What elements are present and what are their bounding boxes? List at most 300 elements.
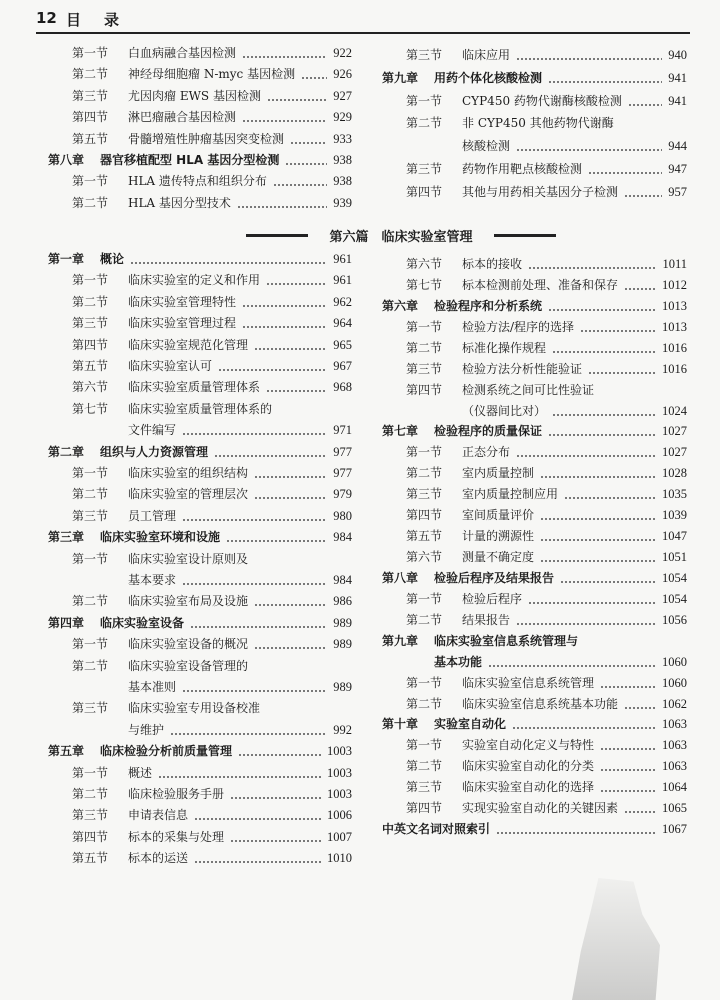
toc-entry-title: 标本的运送	[128, 851, 189, 866]
toc-chapter-entry[interactable]	[382, 297, 687, 315]
toc-entry-title: 淋巴瘤融合基因检测	[128, 110, 237, 125]
toc-section-entry[interactable]	[382, 695, 687, 713]
toc-entry-page: 1063	[662, 738, 687, 753]
toc-entry-title: 室间质量评价	[462, 508, 535, 523]
toc-chapter-entry[interactable]	[48, 250, 352, 268]
dot-leader	[516, 137, 662, 155]
toc-section-entry[interactable]	[382, 402, 687, 420]
toc-entry-label: 第五节	[406, 529, 443, 544]
toc-entry-title: 临床检验服务手册	[128, 787, 225, 801]
toc-chapter-entry[interactable]	[48, 614, 352, 632]
dot-leader	[226, 528, 327, 546]
toc-entry-page: 1047	[662, 529, 687, 544]
toc-section-entry[interactable]	[382, 381, 687, 399]
toc-entry-label: 第一节	[72, 273, 109, 288]
toc-section-entry[interactable]	[382, 757, 687, 775]
toc-entry-page: 965	[333, 337, 352, 352]
toc-section-entry[interactable]	[382, 318, 687, 336]
toc-entry-title: 临床实验室认可	[128, 359, 213, 373]
toc-chapter-entry[interactable]	[382, 820, 687, 838]
toc-section-entry[interactable]	[382, 611, 687, 629]
toc-section-entry[interactable]	[48, 378, 352, 396]
toc-chapter-entry[interactable]	[48, 443, 352, 461]
toc-entry-page: 1013	[662, 319, 687, 334]
toc-entry-label: 第一节	[72, 551, 109, 566]
toc-section-entry[interactable]	[48, 271, 352, 289]
toc-entry-page: 1067	[662, 822, 687, 837]
toc-entry-title: CYP450 药物代谢酶核酸检测	[462, 93, 622, 108]
toc-entry-page: 979	[333, 487, 352, 502]
toc-section-entry[interactable]	[48, 87, 352, 105]
toc-entry-label: 第二节	[72, 294, 109, 309]
toc-entry-page: 984	[333, 573, 352, 587]
toc-entry-label: 第十章	[382, 717, 419, 732]
toc-entry-title: 检验程序的质量保证	[434, 424, 543, 439]
toc-entry-title: 标准化操作规程	[462, 340, 547, 355]
toc-entry-label: 第二节	[406, 759, 443, 774]
toc-entry-title: 检验后程序及结果报告	[434, 570, 555, 585]
dot-leader	[548, 297, 656, 315]
dot-leader	[194, 849, 321, 867]
toc-section-entry[interactable]	[382, 276, 687, 294]
toc-entry-title: 临床实验室信息系统管理	[462, 675, 595, 690]
dot-leader	[624, 183, 662, 201]
dot-leader	[254, 635, 327, 653]
toc-entry-title: 检验方法/程序的选择	[462, 319, 575, 334]
dot-leader	[254, 336, 327, 354]
toc-entry-page: 1060	[662, 654, 687, 669]
dot-leader	[600, 674, 656, 692]
toc-section-entry[interactable]	[48, 678, 352, 696]
dot-leader	[516, 611, 656, 629]
dot-leader	[266, 378, 327, 396]
toc-entry-page: 1062	[662, 696, 687, 711]
toc-entry-label: 第四节	[72, 829, 109, 844]
toc-chapter-entry[interactable]	[48, 528, 352, 546]
toc-section-entry[interactable]	[382, 464, 687, 482]
toc-entry-title: 临床实验室管理特性	[128, 294, 237, 309]
toc-entry-title: 器官移植配型 HLA 基因分型检测	[100, 153, 280, 167]
toc-entry-page: 941	[668, 93, 687, 108]
toc-entry-page: 1027	[662, 424, 687, 439]
toc-entry-title: HLA 基因分型技术	[128, 195, 231, 210]
toc-entry-page: 926	[333, 67, 352, 82]
dot-leader	[552, 402, 656, 420]
dot-leader	[242, 314, 327, 332]
toc-entry-label: 第七节	[406, 277, 443, 292]
toc-entry-title: 临床应用	[462, 48, 511, 62]
toc-entry-title: 正态分布	[462, 445, 511, 460]
toc-entry-label: 第四节	[72, 337, 109, 352]
toc-entry-label: 第三节	[406, 162, 443, 176]
toc-entry-label: 第二节	[406, 466, 443, 481]
toc-entry-page: 947	[668, 162, 687, 176]
toc-entry-title: 结果报告	[462, 612, 511, 627]
toc-entry-label: 第七章	[382, 424, 419, 439]
toc-section-entry[interactable]	[382, 360, 687, 378]
toc-entry-page: 1007	[327, 829, 352, 844]
toc-section-entry[interactable]	[48, 592, 352, 610]
toc-section-entry[interactable]	[48, 849, 352, 867]
toc-entry-label: 第三节	[406, 487, 443, 502]
toc-section-entry[interactable]	[382, 160, 687, 178]
toc-section-entry[interactable]	[382, 443, 687, 461]
toc-entry-label: 第三节	[406, 361, 443, 376]
toc-section-entry[interactable]	[48, 806, 352, 824]
toc-section-entry[interactable]	[382, 506, 687, 524]
toc-chapter-entry[interactable]	[382, 715, 687, 733]
toc-section-entry[interactable]	[48, 550, 352, 568]
toc-entry-page: 968	[333, 380, 352, 395]
toc-entry-page: 939	[333, 195, 352, 210]
toc-entry-label: 第八章	[382, 570, 419, 585]
toc-entry-page: 944	[668, 139, 687, 154]
toc-entry-page: 940	[668, 48, 687, 62]
toc-section-entry[interactable]	[48, 44, 352, 62]
toc-entry-title: 尤因肉瘤 EWS 基因检测	[128, 88, 261, 103]
dot-leader	[230, 785, 321, 803]
toc-entry-page: 1003	[327, 744, 352, 759]
toc-section-entry[interactable]	[48, 172, 352, 190]
toc-entry-page: 1013	[662, 298, 687, 313]
toc-entry-label: 第二节	[72, 787, 109, 801]
toc-entry-label: 第一节	[406, 591, 443, 606]
dot-leader	[130, 250, 327, 268]
toc-entry-page: 1010	[327, 851, 352, 866]
toc-entry-page: 1011	[662, 257, 687, 271]
toc-section-entry[interactable]	[48, 421, 352, 439]
toc-entry-title: 临床实验室设备	[100, 615, 185, 630]
toc-section-entry[interactable]	[48, 571, 352, 589]
toc-entry-label: 第三节	[72, 701, 109, 716]
toc-section-entry[interactable]	[48, 764, 352, 782]
toc-entry-page: 1016	[662, 340, 687, 355]
dot-leader	[548, 69, 662, 87]
toc-section-entry[interactable]	[48, 336, 352, 354]
toc-entry-label: 第三章	[48, 530, 85, 545]
toc-entry-label: 第五节	[72, 359, 109, 373]
toc-entry-title: 标本检测前处理、准备和保存	[462, 277, 619, 292]
dot-leader	[488, 653, 656, 671]
toc-entry-title: 实验室自动化	[434, 717, 507, 732]
toc-entry-title: 其他与用药相关基因分子检测	[462, 184, 619, 199]
toc-entry-label: 第四节	[406, 508, 443, 523]
toc-entry-label: 第六节	[406, 257, 443, 271]
toc-entry-title: 用药个体化核酸检测	[434, 70, 543, 85]
dot-leader	[182, 421, 327, 439]
dot-leader	[242, 293, 327, 311]
toc-entry-label: 第一节	[406, 738, 443, 753]
dot-leader	[540, 506, 656, 524]
toc-entry-title: 基本准则	[128, 680, 177, 694]
dot-leader	[285, 151, 327, 169]
dot-leader	[170, 721, 327, 739]
toc-entry-page: 989	[333, 637, 352, 652]
toc-entry-page: 933	[333, 131, 352, 146]
dot-leader	[190, 614, 327, 632]
toc-entry-page: 992	[333, 722, 352, 737]
toc-entry-label: 第一节	[406, 93, 443, 108]
toc-entry-page: 938	[333, 153, 352, 167]
toc-entry-label: 第三节	[72, 508, 109, 523]
dot-leader	[301, 65, 327, 83]
part-heading-text: 第六篇 临床实验室管理	[329, 230, 473, 245]
toc-entry-title: 临床实验室质量管理体系的	[128, 401, 273, 416]
toc-chapter-entry[interactable]	[48, 151, 352, 169]
toc-entry-title: 神经母细胞瘤 N-myc 基因检测	[128, 67, 296, 82]
dot-leader	[158, 764, 321, 782]
dot-leader	[218, 357, 327, 375]
toc-entry-title: 临床实验室专用设备校准	[128, 701, 261, 716]
toc-chapter-entry[interactable]	[382, 653, 687, 671]
dot-leader	[512, 715, 656, 733]
toc-entry-label: 第三节	[72, 808, 109, 823]
toc-entry-title: 检验后程序	[462, 591, 523, 606]
toc-section-entry[interactable]	[382, 137, 687, 155]
dot-leader	[230, 828, 321, 846]
header-title-char-2: 录	[104, 11, 120, 29]
toc-entry-title: 临床实验室信息系统管理与	[434, 633, 579, 648]
toc-entry-label: 第二节	[72, 658, 109, 673]
toc-entry-label: 第五节	[72, 851, 109, 866]
toc-entry-page: 989	[333, 615, 352, 630]
toc-section-entry[interactable]	[48, 657, 352, 675]
toc-entry-page: 1060	[662, 675, 687, 690]
toc-section-entry[interactable]	[382, 778, 687, 796]
dot-leader	[600, 757, 656, 775]
page-header	[36, 6, 690, 34]
toc-entry-title: 检测系统之间可比性验证	[462, 382, 595, 397]
toc-section-entry[interactable]	[48, 65, 352, 83]
toc-entry-title: 标本的采集与处理	[128, 829, 225, 844]
scan-artifact	[572, 878, 660, 1000]
toc-section-entry[interactable]	[48, 400, 352, 418]
toc-section-entry[interactable]	[48, 464, 352, 482]
toc-entry-label: 第六章	[382, 298, 419, 313]
toc-section-entry[interactable]	[382, 674, 687, 692]
toc-entry-title: 临床实验室设计原则及	[128, 551, 249, 566]
toc-entry-title: 实现实验室自动化的关键因素	[462, 801, 619, 816]
toc-entry-label: 第二节	[406, 116, 443, 131]
toc-entry-page: 961	[333, 252, 352, 266]
toc-entry-label: 第三节	[72, 88, 109, 103]
toc-entry-title: 临床检验分析前质量管理	[100, 744, 233, 759]
toc-entry-page: 1006	[327, 808, 352, 823]
dot-leader	[624, 799, 656, 817]
dot-leader	[242, 108, 327, 126]
toc-entry-label: 第八章	[48, 153, 85, 167]
toc-entry-title: 检验方法分析性能验证	[462, 361, 583, 376]
toc-entry-title: 概论	[100, 252, 125, 266]
toc-entry-page: 1024	[662, 403, 687, 418]
toc-section-entry[interactable]	[48, 721, 352, 739]
toc-section-entry[interactable]	[48, 314, 352, 332]
toc-entry-page: 977	[333, 466, 352, 480]
toc-section-entry[interactable]	[382, 527, 687, 545]
toc-entry-title: 临床实验室信息系统基本功能	[462, 696, 619, 711]
dot-leader	[628, 92, 662, 110]
toc-entry-title: 非 CYP450 其他药物代谢酶	[462, 116, 614, 131]
toc-entry-title: 临床实验室布局及设施	[128, 594, 249, 609]
toc-entry-page: 957	[668, 184, 687, 199]
toc-section-entry[interactable]	[382, 255, 687, 273]
toc-section-entry[interactable]	[382, 736, 687, 754]
dot-leader	[588, 160, 662, 178]
toc-entry-page: 964	[333, 316, 352, 331]
toc-entry-label: 第六节	[72, 380, 109, 395]
toc-entry-page: 1035	[662, 487, 687, 502]
toc-entry-label: 第二节	[72, 594, 109, 609]
toc-section-entry[interactable]	[48, 635, 352, 653]
toc-entry-title: 文件编写	[128, 423, 177, 438]
dot-leader	[540, 527, 656, 545]
toc-entry-title: 标本的接收	[462, 257, 523, 271]
dot-leader	[516, 443, 656, 461]
toc-entry-label: 第二节	[72, 67, 109, 82]
toc-entry-label: 第二节	[406, 612, 443, 627]
dot-leader	[560, 569, 656, 587]
toc-section-entry[interactable]	[382, 114, 687, 132]
toc-entry-title: 室内质量控制	[462, 466, 535, 481]
toc-entry-label: 第一节	[72, 46, 109, 60]
dot-leader	[194, 806, 321, 824]
dot-leader	[182, 507, 327, 525]
toc-entry-page: 1056	[662, 612, 687, 627]
toc-section-entry[interactable]	[48, 828, 352, 846]
toc-section-entry[interactable]	[382, 590, 687, 608]
toc-section-entry[interactable]	[382, 92, 687, 110]
dot-leader	[214, 443, 327, 461]
toc-entry-label: 第一节	[72, 466, 109, 480]
toc-entry-page: 1003	[327, 787, 352, 801]
dot-leader	[254, 592, 327, 610]
toc-entry-label: 第一节	[406, 319, 443, 334]
toc-entry-title: 员工管理	[128, 508, 177, 523]
dot-leader	[588, 360, 656, 378]
dot-leader	[237, 194, 327, 212]
toc-entry-page: 984	[333, 530, 352, 545]
toc-section-entry[interactable]	[382, 183, 687, 201]
toc-section-entry[interactable]	[48, 293, 352, 311]
toc-entry-page: 1054	[662, 591, 687, 606]
toc-entry-title: 临床实验室规范化管理	[128, 337, 249, 352]
toc-section-entry[interactable]	[382, 548, 687, 566]
toc-section-entry[interactable]	[382, 799, 687, 817]
dot-leader	[242, 44, 327, 62]
toc-section-entry[interactable]	[382, 46, 687, 64]
toc-entry-title: 计量的溯源性	[462, 529, 535, 544]
toc-entry-page: 1028	[662, 466, 687, 481]
dot-leader	[552, 339, 656, 357]
dot-leader	[528, 255, 656, 273]
toc-entry-page: 1063	[662, 759, 687, 774]
toc-entry-title: 基本功能	[434, 654, 483, 669]
toc-entry-page: 922	[333, 46, 352, 60]
toc-entry-page: 1012	[662, 277, 687, 292]
toc-entry-page: 986	[333, 594, 352, 609]
toc-chapter-entry[interactable]	[48, 742, 352, 760]
toc-entry-label: 第一节	[406, 675, 443, 690]
toc-entry-label: 第四节	[72, 110, 109, 125]
toc-section-entry[interactable]	[48, 130, 352, 148]
toc-entry-title: 临床实验室自动化的分类	[462, 759, 595, 774]
toc-section-entry[interactable]	[382, 485, 687, 503]
toc-entry-label: 第四节	[406, 184, 443, 199]
toc-entry-label: 第二节	[72, 195, 109, 210]
toc-entry-title: 核酸检测	[462, 139, 511, 154]
toc-entry-label: 第一节	[72, 637, 109, 652]
toc-entry-title: 临床实验室的管理层次	[128, 487, 249, 502]
toc-entry-page: 977	[333, 444, 352, 459]
toc-entry-title: 测量不确定度	[462, 550, 535, 565]
toc-chapter-entry[interactable]	[382, 632, 687, 650]
toc-section-entry[interactable]	[48, 699, 352, 717]
toc-entry-page: 980	[333, 508, 352, 523]
dot-leader	[182, 571, 327, 589]
dot-leader	[254, 485, 327, 503]
dot-leader	[580, 318, 656, 336]
toc-entry-title: 与维护	[128, 722, 165, 737]
dot-leader	[600, 778, 656, 796]
toc-section-entry[interactable]	[48, 357, 352, 375]
dot-leader	[273, 172, 327, 190]
toc-entry-title: 临床实验室的组织结构	[128, 466, 249, 480]
toc-entry-page: 927	[333, 88, 352, 103]
toc-entry-title: 临床实验室自动化的选择	[462, 780, 595, 795]
toc-section-entry[interactable]	[48, 194, 352, 212]
toc-entry-label: 第二节	[406, 340, 443, 355]
toc-section-entry[interactable]	[48, 785, 352, 803]
toc-chapter-entry[interactable]	[382, 422, 687, 440]
toc-entry-title: 组织与人力资源管理	[100, 444, 209, 459]
toc-entry-page: 971	[333, 423, 352, 438]
toc-entry-page: 1003	[327, 765, 352, 780]
dot-leader	[600, 736, 656, 754]
dot-leader	[238, 742, 321, 760]
toc-entry-title: 骨髓增殖性肿瘤基因突变检测	[128, 131, 285, 146]
toc-entry-title: 概述	[128, 765, 153, 780]
toc-entry-label: 第一节	[406, 445, 443, 460]
toc-entry-label: 第一节	[72, 765, 109, 780]
toc-entry-page: 929	[333, 110, 352, 125]
toc-entry-page: 962	[333, 294, 352, 309]
toc-entry-label: 第二节	[72, 487, 109, 502]
toc-section-entry[interactable]	[382, 339, 687, 357]
toc-entry-label: 第二章	[48, 444, 85, 459]
toc-entry-label: 第五章	[48, 744, 85, 759]
toc-entry-page: 938	[333, 174, 352, 189]
toc-entry-title: 临床实验室的定义和作用	[128, 273, 261, 288]
toc-entry-page: 1051	[662, 550, 687, 565]
toc-section-entry[interactable]	[48, 108, 352, 126]
toc-chapter-entry[interactable]	[382, 569, 687, 587]
part-heading-rule-left	[246, 234, 308, 237]
toc-chapter-entry[interactable]	[382, 69, 687, 87]
toc-entry-page: 1065	[662, 801, 687, 816]
toc-entry-title: 临床实验室设备管理的	[128, 658, 249, 673]
dot-leader	[540, 548, 656, 566]
toc-entry-page: 1054	[662, 570, 687, 585]
toc-entry-title: 临床实验室管理过程	[128, 316, 237, 331]
toc-entry-label: 第五节	[72, 131, 109, 146]
dot-leader	[540, 464, 656, 482]
toc-section-entry[interactable]	[48, 485, 352, 503]
toc-entry-label: 第二节	[406, 696, 443, 711]
toc-entry-title: （仪器间比对）	[462, 403, 547, 418]
toc-entry-title: 临床实验室环境和设施	[100, 530, 221, 545]
dot-leader	[516, 46, 662, 64]
toc-section-entry[interactable]	[48, 507, 352, 525]
